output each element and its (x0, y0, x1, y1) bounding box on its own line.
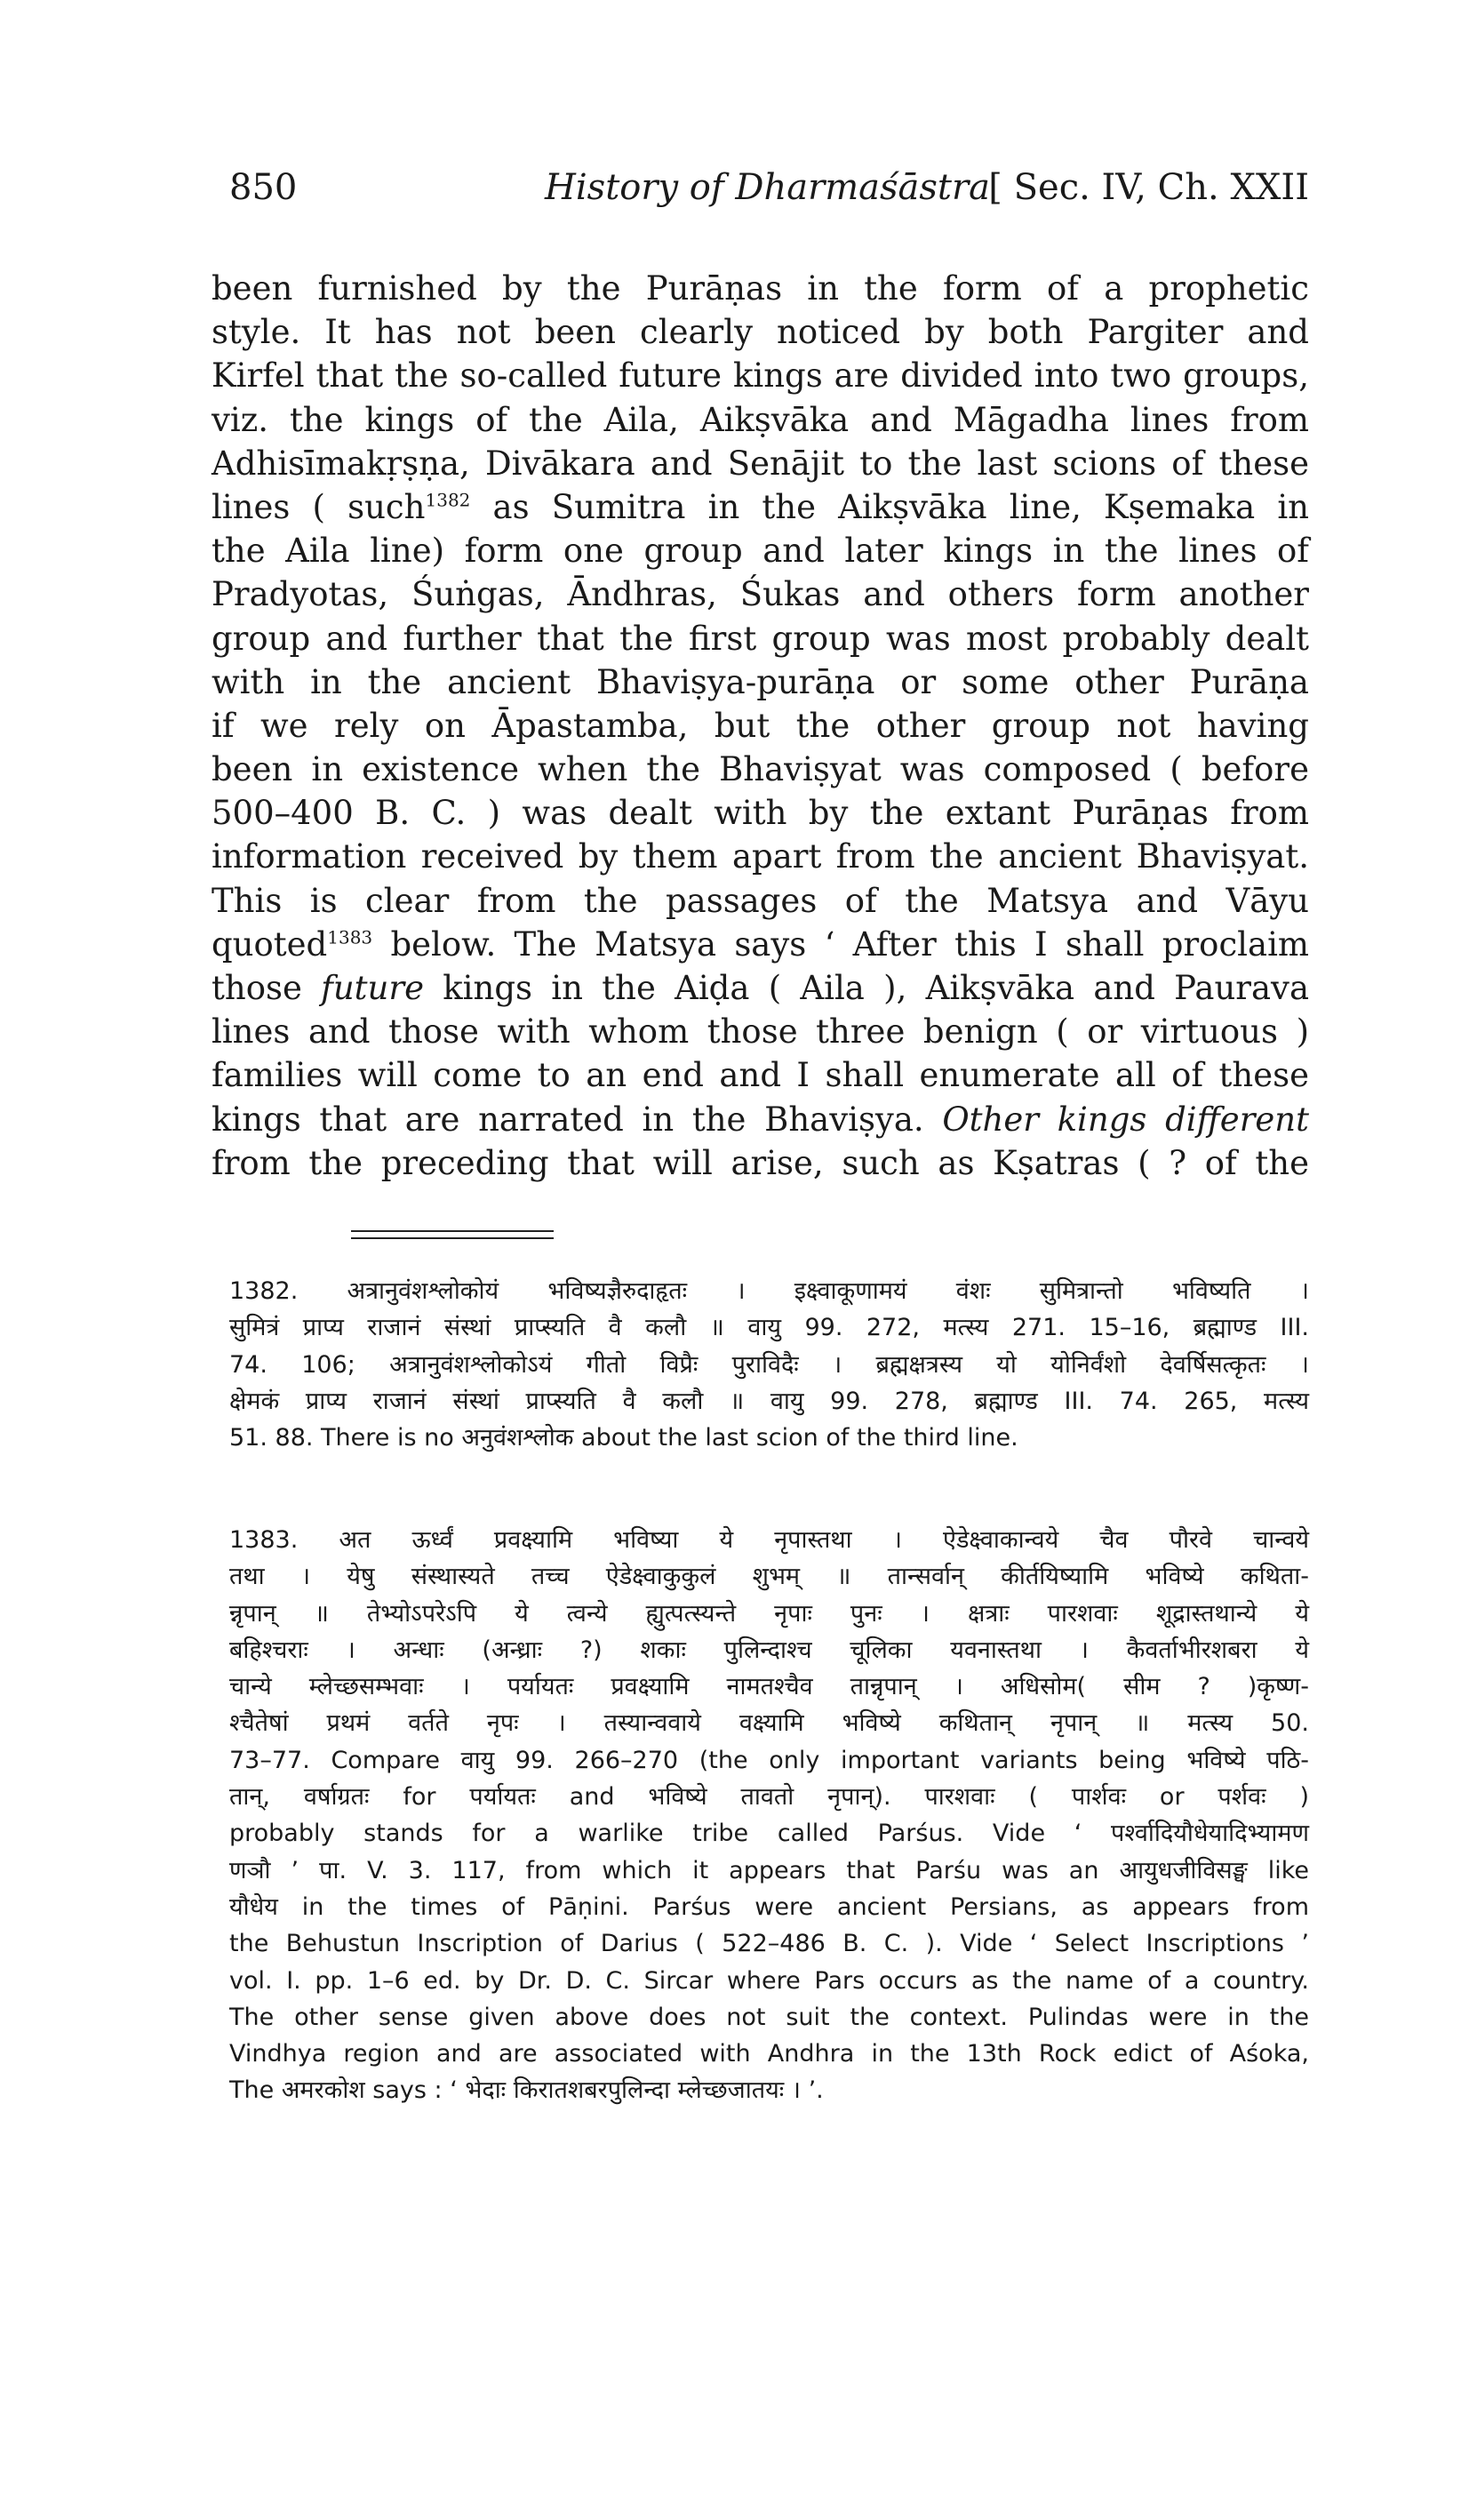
text-line: been furnished by the Purāṇas in the form of a prophetic (212, 269, 1309, 308)
footnote-1383 (229, 1522, 1309, 2109)
footnote-line: 51. 88. There is no अनुवंशश्लोक about the last scion of the third line. (229, 1424, 1018, 1452)
footnote-line: 1382. अत्रानुवंशश्लोकोयं भविष्यज्ञैरुदाहृतः । इक्ष्वाकूणामयं वंशः सुमित्रान्तो भविष्यति । (229, 1277, 1309, 1305)
emphasis-other-kings: Other kings different (942, 1100, 1309, 1139)
footnote-line: 74. 106; अत्रानुवंशश्लोकोऽयं गीतो विप्रैः पुराविदैः । ब्रह्मक्षत्रस्य यो योनिर्वंशो देवर्षिसत्कृतः । (229, 1350, 1309, 1379)
section-reference: [ Sec. IV, Ch. XXII (988, 167, 1309, 208)
footnote-line: चान्ये म्लेच्छसम्भवाः । पर्यायतः प्रवक्ष्यामि नामतश्चैव तान्नृपान् । अधिसोम( सीम ? )कृष्ण- (229, 1673, 1309, 1701)
text-line: group and further that the first group was most probably dealt (212, 619, 1309, 658)
footnote-1382 (229, 1273, 1309, 1456)
footnote-line: सुमित्रं प्राप्य राजानं संस्थां प्राप्स्यति वै कलौ ॥ वायु 99. 272, मत्स्य 271. 15–16, ब्रह्माण्ड III. (229, 1314, 1309, 1342)
text-line-with-note-ref: quoted$^{1383}$ below. The Matsya says ‘ After this I shall proclaim (212, 924, 1309, 964)
footnote-line: The other sense given above does not suit the context. Pulindas were in the (229, 2003, 1309, 2031)
footnote-line: बहिश्चराः । अन्धाः (अन्ध्राः ?) शकाः पुलिन्दाश्च चूलिका यवनास्तथा । कैवर्ताभीरशबरा ये (229, 1636, 1309, 1664)
footnote-line: तान्, वर्षाग्रतः for पर्यायतः and भविष्ये तावतो नृपान्). पारशवाः ( पार्शवः or पर्शवः ) (229, 1783, 1309, 1812)
footnote-ref-1382[interactable]: 1382 (425, 489, 471, 511)
text-line: from the preceding that will arise, such as Kṣatras ( ? of the (212, 1143, 1309, 1182)
text-line: information received by them apart from the ancient Bhaviṣyat. (212, 837, 1309, 876)
emphasis-future: future (321, 969, 424, 1007)
text-line: Kirfel that the so-called future kings are divided into two groups, (212, 356, 1309, 396)
text-line: style. It has not been clearly noticed by both Pargiter and (212, 313, 1309, 352)
footnote-line: the Behustun Inscription of Darius ( 522–486 B. C. ). Vide ‘ Select Inscriptions ’ (229, 1930, 1309, 1958)
text-line: Adhisīmakṛṣṇa, Divākara and Senājit to the last scions of these (212, 444, 1309, 483)
book-title: History of Dharmaśāstra (545, 167, 990, 208)
footnote-line: यौधेय in the times of Pāṇini. Parśus were ancient Persians, as appears from (229, 1892, 1309, 1921)
text-line: lines and those with whom those three benign ( or virtuous ) (212, 1012, 1309, 1052)
text-line: the Aila line) form one group and later kings in the lines of (212, 532, 1309, 571)
text-line: been in existence when the Bhaviṣyat was composed ( before (212, 750, 1309, 789)
footnote-line: तथा । येषु संस्थास्यते तच्च ऐडेक्ष्वाकुकुलं शुभम् ॥ तान्सर्वान् कीर्तयिष्यामि भविष्ये कथिता- (229, 1563, 1309, 1591)
footnote-line: probably stands for a warlike tribe called Parśus. Vide ‘ पर्श्वादियौधेयादिभ्यामण (229, 1820, 1309, 1848)
text-line: 500–400 B. C. ) was dealt with by the extant Purāṇas from (212, 794, 1309, 833)
footnote-line: न्नृपान् ॥ तेभ्योऽपरेऽपि ये त्वन्ये ह्युत्पत्स्यन्ते नृपाः पुनः । क्षत्राः पारशवाः शूद्रास्तथान्ये ये (229, 1599, 1309, 1628)
text-line-with-note-ref: lines ( such$^{1382}$ as Sumitra in the Aikṣvāka line, Kṣemaka in (212, 487, 1309, 526)
text-line: if we rely on Āpastamba, but the other group not having (212, 706, 1309, 745)
text-line: kings that are narrated in the Bhaviṣya. Other kings different (212, 1100, 1309, 1139)
text-line: viz. the kings of the Aila, Aikṣvāka and Māgadha lines from (212, 400, 1309, 439)
footnote-line: श्चैतेषां प्रथमं वर्तते नृपः । तस्यान्ववाये वक्ष्यामि भविष्ये कथितान् नृपान् ॥ मत्स्य 50. (229, 1709, 1309, 1738)
footnote-divider (351, 1230, 554, 1232)
text-line: with in the ancient Bhaviṣya-purāṇa or some other Purāṇa (212, 662, 1309, 701)
text-line: families will come to an end and I shall enumerate all of these (212, 1056, 1309, 1095)
footnote-line: vol. I. pp. 1–6 ed. by Dr. D. C. Sircar where Pars occurs as the name of a country. (229, 1966, 1309, 1995)
footnote-line: The अमरकोश says : ‘ भेदाः किरातशबरपुलिन्दा म्लेच्छजातयः । ’. (229, 2076, 824, 2105)
main-text (212, 267, 1309, 1185)
footnote-line: Vindhya region and are associated with Andhra in the 13th Rock edict of Aśoka, (229, 2040, 1309, 2068)
footnote-ref-1383[interactable]: 1383 (327, 926, 373, 948)
footnote-line: णञौ ’ पा. V. 3. 117, from which it appears that Parśu was an आयुधजीविसङ्घ like (229, 1856, 1309, 1884)
footnote-line: 1383. अत ऊर्ध्वं प्रवक्ष्यामि भविष्या ये नृपास्तथा । ऐडेक्ष्वाकान्वये चैव पौरवे चान्वये (229, 1526, 1309, 1554)
page-number: 850 (229, 167, 298, 208)
footnote-line: क्षेमकं प्राप्य राजानं संस्थां प्राप्स्यति वै कलौ ॥ वायु 99. 278, ब्रह्माण्ड III. 74. 265, मत्स्य (229, 1387, 1309, 1415)
running-header (229, 167, 1309, 220)
text-line: Pradyotas, Śuṅgas, Āndhras, Śukas and others form another (212, 575, 1309, 614)
text-line: those future kings in the Aiḍa ( Aila ), Aikṣvāka and Paurava (212, 969, 1310, 1007)
footnote-divider (351, 1237, 554, 1239)
footnote-line: 73–77. Compare वायु 99. 266–270 (the only important variants being भविष्ये पठि- (229, 1746, 1309, 1774)
text-line: This is clear from the passages of the Matsya and Vāyu (212, 881, 1309, 920)
